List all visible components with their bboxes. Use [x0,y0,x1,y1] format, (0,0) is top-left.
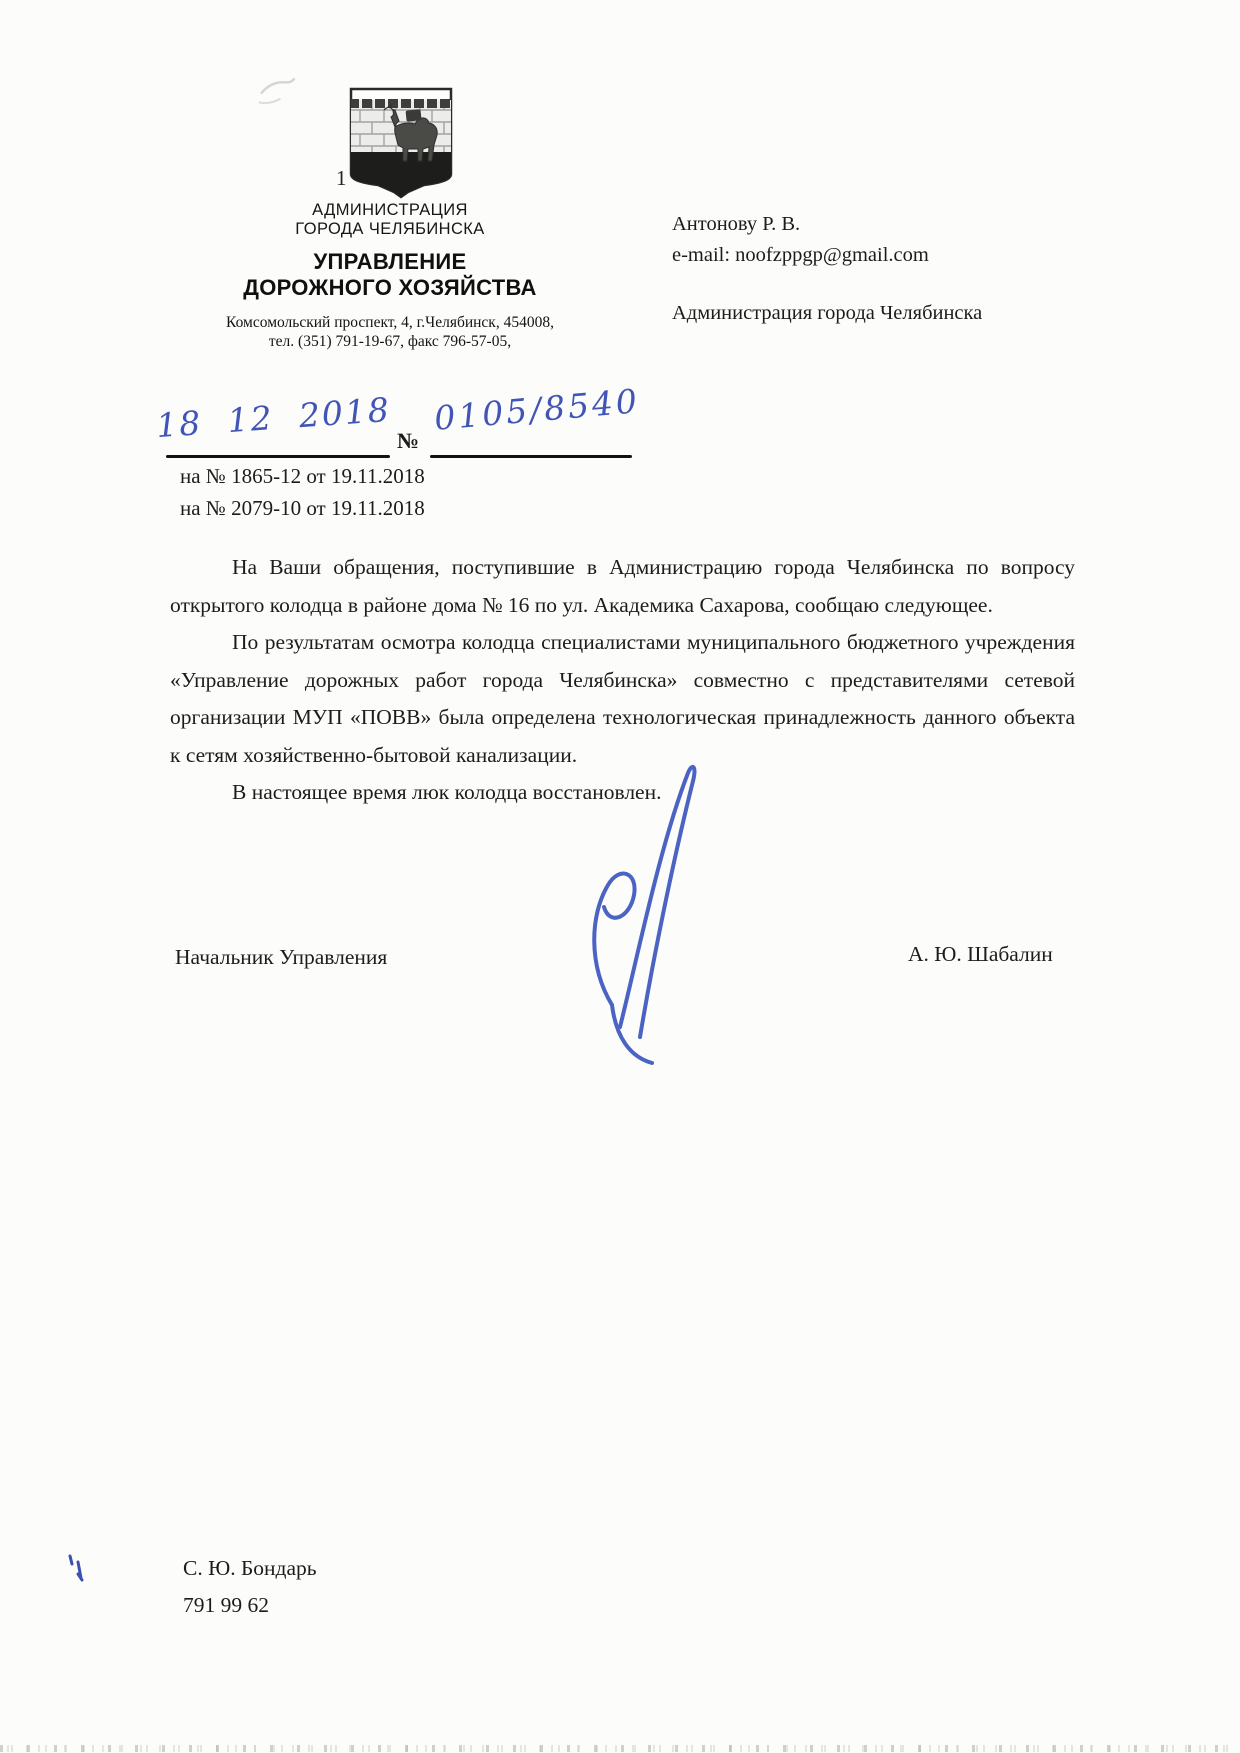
scan-smudge [252,66,322,106]
stray-ink-mark [60,1548,92,1590]
coat-of-arms-emblem [348,86,454,200]
admin-name-line2: ГОРОДА ЧЕЛЯБИНСКА [295,220,485,238]
scan-noise-band [0,1745,1240,1752]
body-paragraph-2: По результатам осмотра колодца специалистами муниципального бюджетного учреждения «Управление дорожных работ города Челябинска» совместно с представителями сетевой организации МУП «ПОВВ» была определена технологическая принадлежность данного объекта к сетям хозяйственно-бытовой канализации. [170,630,1075,767]
page-number-mark: 1 [336,166,347,190]
body-paragraph-3: В настоящее время люк колодца восстановлен. [232,780,662,804]
department-name-line1: УПРАВЛЕНИЕ [313,249,467,274]
recipient-name: Антонову Р. В. [672,213,801,235]
in-reply-to-line-1: на № 1865-12 от 19.11.2018 [180,464,425,488]
body-paragraph-1: На Ваши обращения, поступившие в Администрацию города Челябинска по вопросу открытого колодца в районе дома № 16 по ул. Академика Сахарова, сообщаю следующее. [170,555,1075,617]
recipient-email: e-mail: noofzppgp@gmail.com [672,244,929,266]
sender-org-block [150,201,630,351]
handwritten-date: 18 12 2018 [154,389,393,446]
signer-name: А. Ю. Шабалин [908,942,1053,966]
executor-phone: 791 99 62 [183,1593,269,1617]
camel-emblem-icon [348,86,454,200]
postal-address: Комсомольский проспект, 4, г.Челябинск, 454008, [226,314,554,331]
in-reply-to-line-2: на № 2079-10 от 19.11.2018 [180,496,425,520]
signature-ink [560,755,720,1085]
signer-position-title: Начальник Управления [175,945,388,969]
admin-name-line1: АДМИНИСТРАЦИЯ [312,201,468,219]
department-name-line2: ДОРОЖНОГО ХОЗЯЙСТВА [243,275,537,300]
handwritten-outgoing-number: 0105/8540 [432,381,642,438]
executor-name: С. Ю. Бондарь [183,1556,317,1580]
number-sign: № [397,428,420,453]
date-underline [166,455,390,458]
phone-fax-line: тел. (351) 791-19-67, факс 796-57-05, [268,333,512,350]
number-underline [430,455,632,458]
recipient-organization: Администрация города Челябинска [672,302,983,324]
recipient-block [672,209,929,271]
